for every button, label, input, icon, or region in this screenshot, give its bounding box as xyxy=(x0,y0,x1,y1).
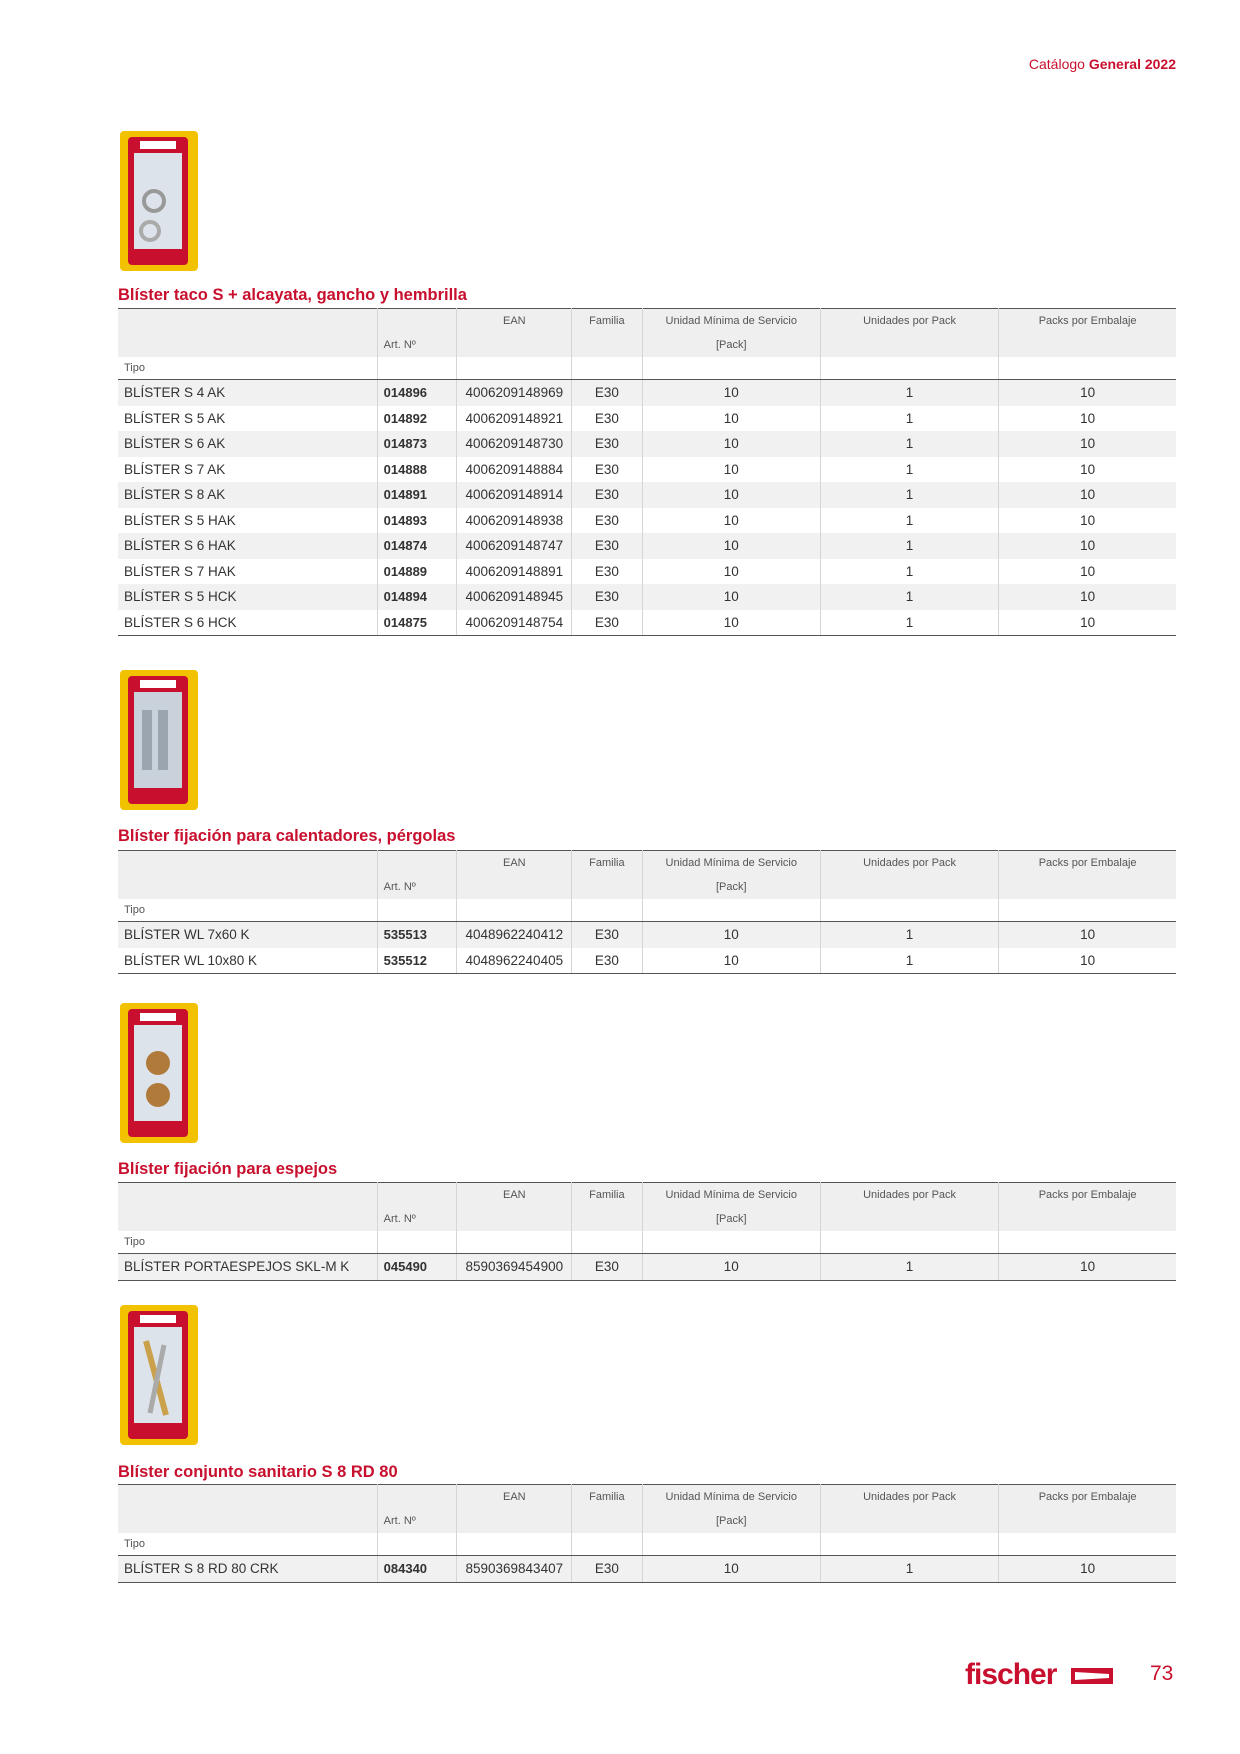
catalog-header: Catálogo General 2022 xyxy=(1028,56,1176,72)
table-row xyxy=(118,559,1176,585)
spec-table: EAN Familia Unidad Mínima de Servicio Unidades por Pack Packs por Embalaje Art. Nº [Pack] Tipo BLÍSTER S 4 AK 014896 4006209148969 E30 10 1 10 BLÍSTER S 5 AK 014892 4006209148921 E30 10 1 10 BLÍSTER S 6 AK 014873 4006209148730 E30 10 1 10 BLÍSTER S 7 AK 014888 4006209148884 E30 10 1 10 BLÍSTER S 8 AK 014891 4006209148914 E30 10 1 10 BLÍSTER S 5 HAK 014893 4006209148938 E30 10 1 10 BLÍSTER S 6 HAK 014874 4006209148747 E30 10 1 10 BLÍSTER S 7 HAK 014889 4006209148891 E30 10 1 10 BLÍSTER S 5 HCK 014894 4006209148945 E30 10 1 10 BLÍSTER S 6 HCK 014875 4006209148754 E30 10 1 10 xyxy=(118,308,1176,636)
cell-upp: 1 xyxy=(820,406,998,432)
product-image-1 xyxy=(120,131,198,271)
table-row xyxy=(118,406,1176,432)
cell-familia: E30 xyxy=(572,1556,642,1583)
cell-art: 014889 xyxy=(377,559,457,585)
table-row xyxy=(118,457,1176,483)
cell-ean: 4048962240405 xyxy=(457,948,572,974)
cell-familia: E30 xyxy=(572,431,642,457)
cell-ums: 10 xyxy=(642,559,820,585)
table-row xyxy=(118,948,1176,974)
cell-ums: 10 xyxy=(642,406,820,432)
cell-ppe: 10 xyxy=(999,380,1176,406)
cell-ppe: 10 xyxy=(999,922,1176,948)
product-image-4 xyxy=(120,1305,198,1445)
cell-art: 014894 xyxy=(377,584,457,610)
cell-familia: E30 xyxy=(572,482,642,508)
cell-familia: E30 xyxy=(572,610,642,636)
section-title: Blíster conjunto sanitario S 8 RD 80 xyxy=(118,1463,398,1481)
cell-ums: 10 xyxy=(642,457,820,483)
spec-table: EAN Familia Unidad Mínima de Servicio Unidades por Pack Packs por Embalaje Art. Nº [Pack] Tipo BLÍSTER S 8 RD 80 CRK 084340 8590369843407 E30 10 1 10 xyxy=(118,1484,1176,1583)
cell-upp: 1 xyxy=(820,482,998,508)
cell-ums: 10 xyxy=(642,1254,820,1281)
cell-ppe: 10 xyxy=(999,610,1176,636)
cell-upp: 1 xyxy=(820,922,998,948)
cell-ean: 4006209148945 xyxy=(457,584,572,610)
cell-tipo: BLÍSTER S 8 RD 80 CRK xyxy=(118,1556,377,1583)
table-row xyxy=(118,584,1176,610)
cell-ean: 4006209148884 xyxy=(457,457,572,483)
cell-upp: 1 xyxy=(820,584,998,610)
cell-ean: 8590369843407 xyxy=(457,1556,572,1583)
cell-familia: E30 xyxy=(572,406,642,432)
cell-art: 045490 xyxy=(377,1254,457,1281)
product-image-3 xyxy=(120,1003,198,1143)
cell-familia: E30 xyxy=(572,533,642,559)
cell-ums: 10 xyxy=(642,922,820,948)
table-row xyxy=(118,508,1176,534)
cell-familia: E30 xyxy=(572,584,642,610)
section-title: Blíster fijación para espejos xyxy=(118,1160,338,1178)
cell-tipo: BLÍSTER S 5 HAK xyxy=(118,508,377,534)
cell-familia: E30 xyxy=(572,559,642,585)
cell-ppe: 10 xyxy=(999,584,1176,610)
table-row xyxy=(118,431,1176,457)
product-image-2 xyxy=(120,670,198,810)
section-title: Blíster taco S + alcayata, gancho y hembrilla xyxy=(118,286,467,304)
cell-ppe: 10 xyxy=(999,406,1176,432)
cell-ppe: 10 xyxy=(999,482,1176,508)
cell-familia: E30 xyxy=(572,380,642,406)
cell-art: 014896 xyxy=(377,380,457,406)
cell-upp: 1 xyxy=(820,431,998,457)
cell-ums: 10 xyxy=(642,482,820,508)
table-row xyxy=(118,610,1176,636)
cell-tipo: BLÍSTER WL 7x60 K xyxy=(118,922,377,948)
cell-art: 014892 xyxy=(377,406,457,432)
cell-ums: 10 xyxy=(642,584,820,610)
cell-ean: 4006209148730 xyxy=(457,431,572,457)
cell-ean: 4006209148938 xyxy=(457,508,572,534)
cell-art: 014893 xyxy=(377,508,457,534)
table-row xyxy=(118,380,1176,406)
cell-upp: 1 xyxy=(820,457,998,483)
cell-familia: E30 xyxy=(572,922,642,948)
cell-familia: E30 xyxy=(572,948,642,974)
cell-ean: 4006209148921 xyxy=(457,406,572,432)
fischer-logo: fischer xyxy=(965,1658,1057,1691)
cell-upp: 1 xyxy=(820,948,998,974)
cell-upp: 1 xyxy=(820,533,998,559)
section-title: Blíster fijación para calentadores, pérgolas xyxy=(118,827,456,845)
table-row xyxy=(118,1556,1176,1583)
cell-familia: E30 xyxy=(572,508,642,534)
cell-art: 535512 xyxy=(377,948,457,974)
cell-tipo: BLÍSTER PORTAESPEJOS SKL-M K xyxy=(118,1254,377,1281)
cell-upp: 1 xyxy=(820,1556,998,1583)
cell-upp: 1 xyxy=(820,380,998,406)
cell-ums: 10 xyxy=(642,948,820,974)
cell-art: 014875 xyxy=(377,610,457,636)
table-row xyxy=(118,1254,1176,1281)
cell-upp: 1 xyxy=(820,508,998,534)
cell-ppe: 10 xyxy=(999,533,1176,559)
cell-tipo: BLÍSTER S 5 HCK xyxy=(118,584,377,610)
cell-ppe: 10 xyxy=(999,457,1176,483)
cell-art: 014891 xyxy=(377,482,457,508)
table-row xyxy=(118,533,1176,559)
cell-ppe: 10 xyxy=(999,1556,1176,1583)
cell-ums: 10 xyxy=(642,380,820,406)
cell-tipo: BLÍSTER S 6 HCK xyxy=(118,610,377,636)
cell-familia: E30 xyxy=(572,457,642,483)
cell-ppe: 10 xyxy=(999,948,1176,974)
cell-tipo: BLÍSTER S 6 AK xyxy=(118,431,377,457)
table-row xyxy=(118,482,1176,508)
cell-ean: 8590369454900 xyxy=(457,1254,572,1281)
cell-tipo: BLÍSTER S 7 AK xyxy=(118,457,377,483)
cell-ean: 4006209148891 xyxy=(457,559,572,585)
cell-tipo: BLÍSTER S 5 AK xyxy=(118,406,377,432)
cell-upp: 1 xyxy=(820,610,998,636)
cell-tipo: BLÍSTER S 7 HAK xyxy=(118,559,377,585)
cell-tipo: BLÍSTER S 8 AK xyxy=(118,482,377,508)
table-row xyxy=(118,922,1176,948)
cell-art: 014874 xyxy=(377,533,457,559)
cell-ppe: 10 xyxy=(999,431,1176,457)
cell-art: 535513 xyxy=(377,922,457,948)
cell-art: 014873 xyxy=(377,431,457,457)
cell-ums: 10 xyxy=(642,533,820,559)
cell-ums: 10 xyxy=(642,610,820,636)
cell-ppe: 10 xyxy=(999,559,1176,585)
cell-ean: 4006209148754 xyxy=(457,610,572,636)
cell-ppe: 10 xyxy=(999,1254,1176,1281)
cell-ean: 4006209148747 xyxy=(457,533,572,559)
page-number: 73 xyxy=(1150,1662,1174,1685)
cell-ums: 10 xyxy=(642,508,820,534)
cell-ums: 10 xyxy=(642,1556,820,1583)
spec-table: EAN Familia Unidad Mínima de Servicio Unidades por Pack Packs por Embalaje Art. Nº [Pack] Tipo BLÍSTER WL 7x60 K 535513 4048962240412 E30 10 1 10 BLÍSTER WL 10x80 K 535512 4048962240405 E30 10 1 10 xyxy=(118,850,1176,974)
cell-art: 084340 xyxy=(377,1556,457,1583)
cell-tipo: BLÍSTER WL 10x80 K xyxy=(118,948,377,974)
cell-art: 014888 xyxy=(377,457,457,483)
cell-ums: 10 xyxy=(642,431,820,457)
cell-familia: E30 xyxy=(572,1254,642,1281)
cell-tipo: BLÍSTER S 6 HAK xyxy=(118,533,377,559)
spec-table: EAN Familia Unidad Mínima de Servicio Unidades por Pack Packs por Embalaje Art. Nº [Pack] Tipo BLÍSTER PORTAESPEJOS SKL-M K 045490 8590369454900 E30 10 1 10 xyxy=(118,1182,1176,1281)
cell-ean: 4006209148914 xyxy=(457,482,572,508)
cell-ean: 4048962240412 xyxy=(457,922,572,948)
cell-upp: 1 xyxy=(820,1254,998,1281)
cell-ean: 4006209148969 xyxy=(457,380,572,406)
cell-upp: 1 xyxy=(820,559,998,585)
fischer-badge-icon xyxy=(1071,1668,1113,1684)
cell-tipo: BLÍSTER S 4 AK xyxy=(118,380,377,406)
cell-ppe: 10 xyxy=(999,508,1176,534)
